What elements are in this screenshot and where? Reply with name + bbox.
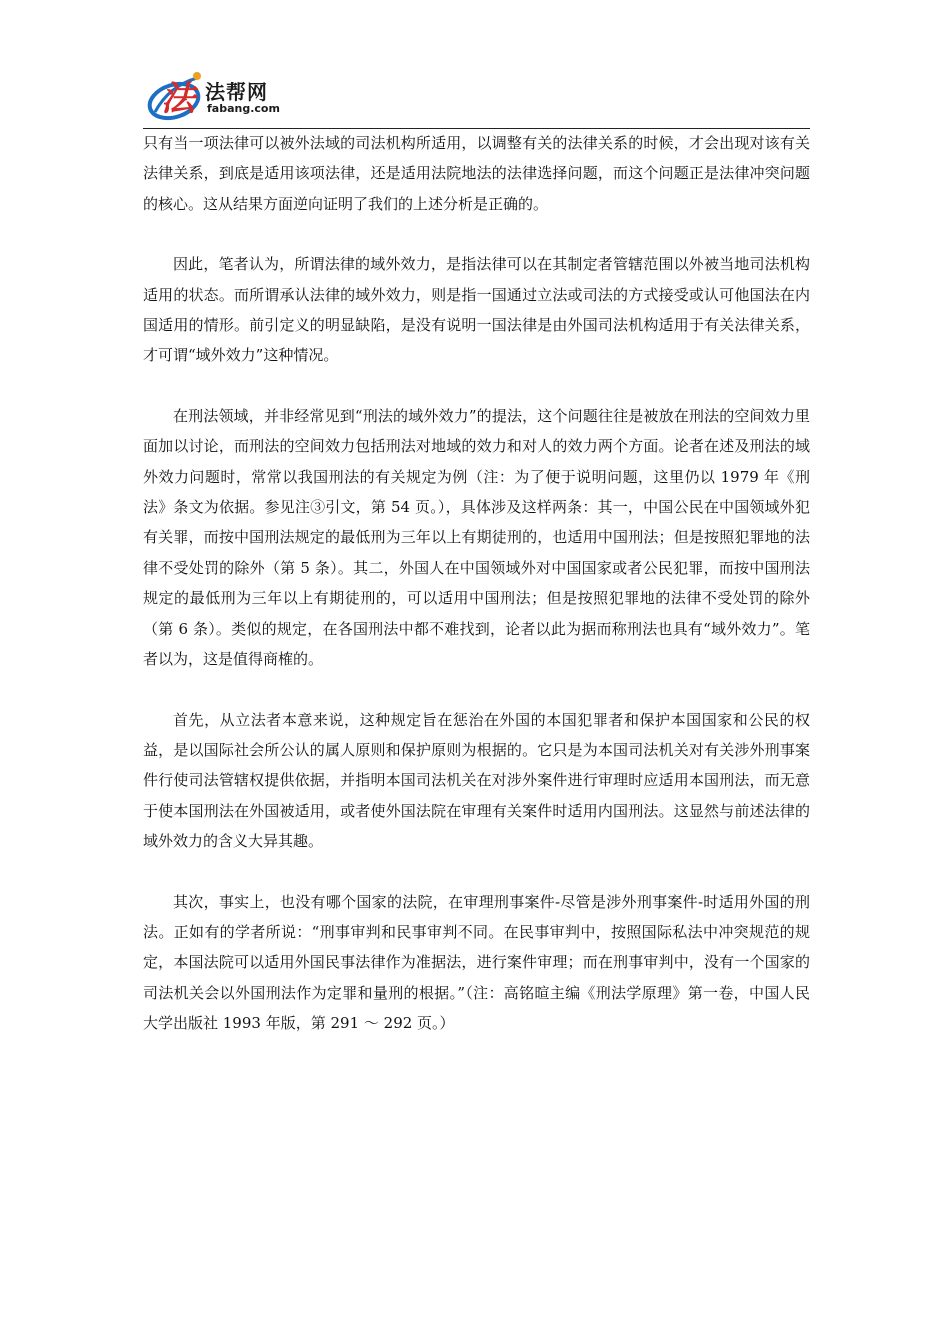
paragraph-3: 在刑法领域，并非经常见到“刑法的域外效力”的提法，这个问题往往是被放在刑法的空间效力里面加以讨论，而刑法的空间效力包括刑法对地域的效力和对人的效力两个方面。论者在述及刑法的域外效力问题时，常常以我国刑法的有关规定为例（注：为了便于说明问题，这里仍以 1979 年《刑法》条文为依据。参见注③引文，第 54 页。），具体涉及这样两条：其一，中国公民在中国领域外犯有关罪，而按中国刑法规定的最低刑为三年以上有期徒刑的，也适用中国刑法；但是按照犯罪地的法律不受处罚的除外（第 5 条）。其二，外国人在中国领域外对中国国家或者公民犯罪，而按中国刑法规定的最低刑为三年以上有期徒刑的，可以适用中国刑法；但是按照犯罪地的法律不受处罚的除外（第 6 条）。类似的规定，在各国刑法中都不难找到，论者以此为据而称刑法也具有“域外效力”。笔者以为，这是值得商榷的。 xyxy=(143,406,810,669)
fabang-logo-icon xyxy=(147,68,207,126)
paragraph-2: 因此，笔者认为，所谓法律的域外效力，是指法律可以在其制定者管辖范围以外被当地司法机构适用的状态。而所谓承认法律的域外效力，则是指一国通过立法或司法的方式接受或认可他国法在内国适用的情形。前引定义的明显缺陷，是没有说明一国法律是由外国司法机构适用于有关法律关系，才可谓“域外效力”这种情况。 xyxy=(143,255,810,365)
brand-url: fabang.com xyxy=(207,102,280,115)
article-body xyxy=(143,128,810,1039)
paragraph-4: 首先，从立法者本意来说，这种规定旨在惩治在外国的本国犯罪者和保护本国国家和公民的权益，是以国际社会所公认的属人原则和保护原则为根据的。它只是为本国司法机关对有关涉外刑事案件行使司法管辖权提供依据，并指明本国司法机关在对涉外案件进行审理时应适用本国刑法，而无意于使本国刑法在外国被适用，或者使外国法院在审理有关案件时适用内国刑法。这显然与前述法律的域外效力的含义大异其趣。 xyxy=(143,710,810,851)
svg-text:法: 法 xyxy=(161,79,195,119)
page-header xyxy=(143,62,810,129)
fabang-logo[interactable] xyxy=(143,62,383,126)
paragraph-5: 其次，事实上，也没有哪个国家的法院，在审理刑事案件-尽管是涉外刑事案件-时适用外国的刑法。正如有的学者所说：“刑事审判和民事审判不同。在民事审判中，按照国际私法中冲突规范的规定，本国法院可以适用外国民事法律作为准据法，进行案件审理；而在刑事审判中，没有一个国家的司法机关会以外国刑法作为定罪和量刑的根据。”（注：高铭暄主编《刑法学原理》第一卷，中国人民大学出版社 1993 年版，第 291 ～ 292 页。） xyxy=(143,892,810,1033)
paragraph-1: 只有当一项法律可以被外法域的司法机构所适用，以调整有关的法律关系的时候，才会出现对该有关法律关系，到底是适用该项法律，还是适用法院地法的法律选择问题，而这个问题正是法律冲突问题的核心。这从结果方面逆向证明了我们的上述分析是正确的。 xyxy=(143,134,810,213)
brand-name: 法帮网 xyxy=(205,80,268,104)
